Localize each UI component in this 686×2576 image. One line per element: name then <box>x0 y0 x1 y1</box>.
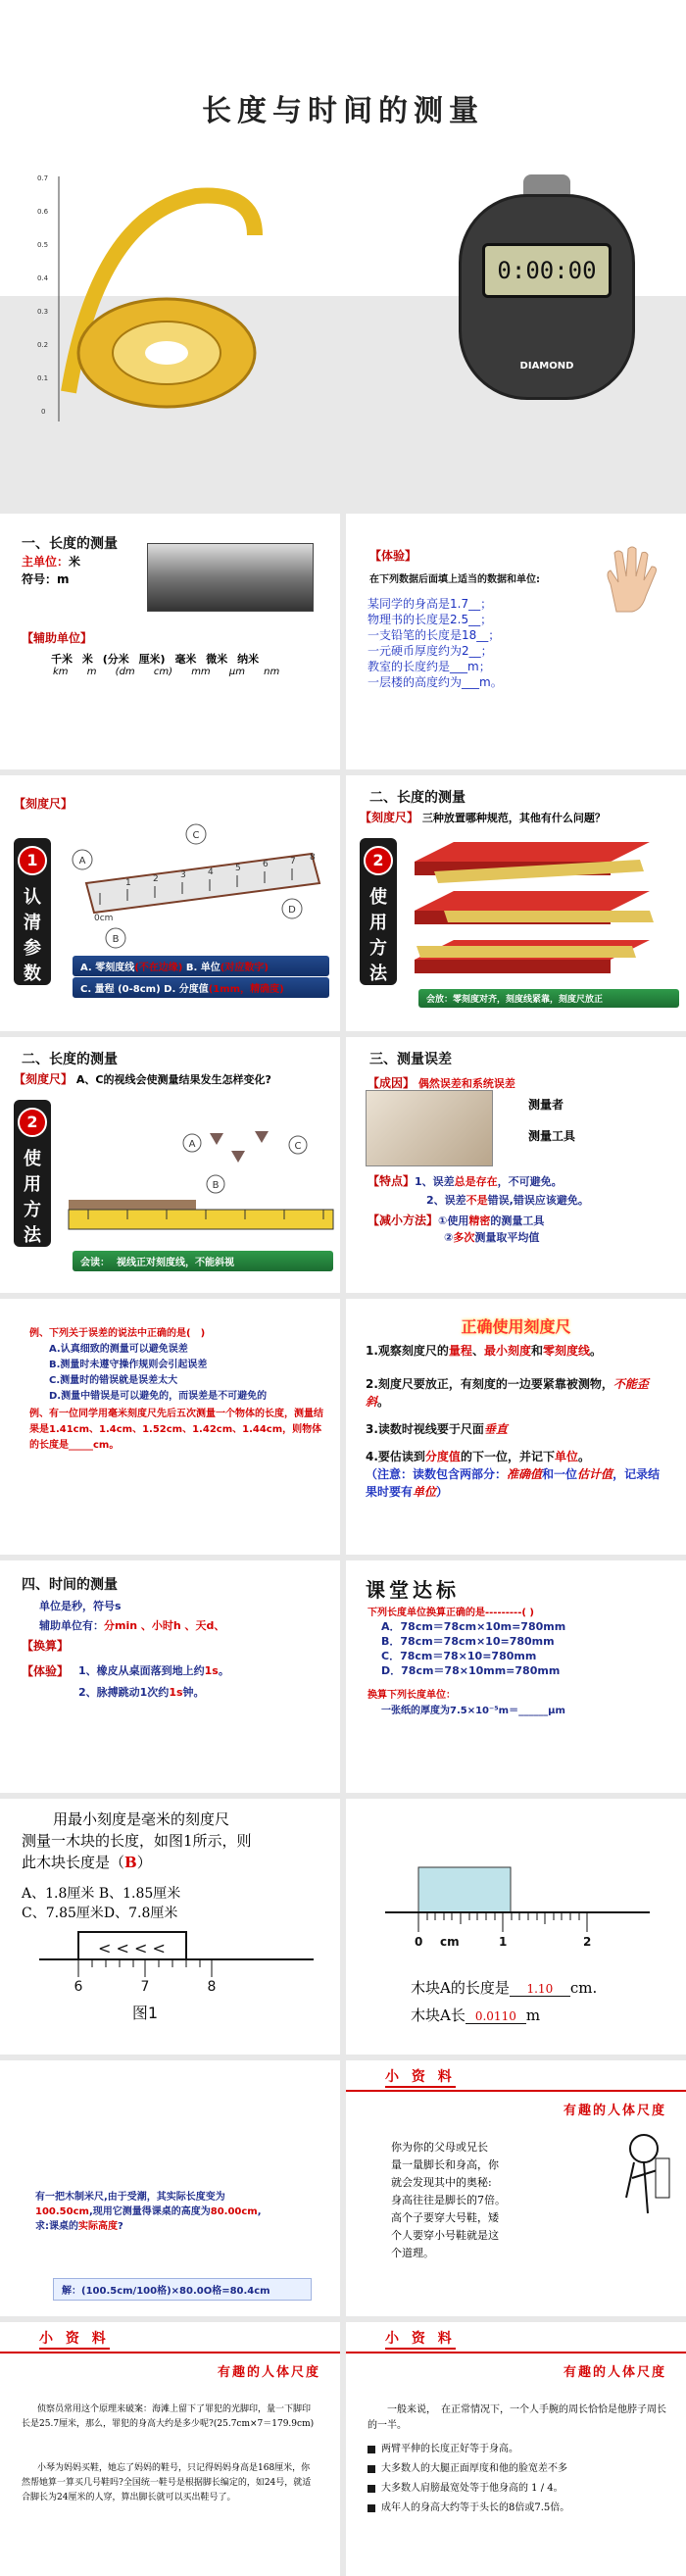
ruler-tick-3: 0.4 <box>37 274 49 282</box>
ruler-tag: 【刻度尺】 <box>14 1072 74 1086</box>
slide-block-length <box>0 1799 340 2055</box>
abbr-dm: (dm <box>115 667 135 677</box>
svg-text:< < < <: < < < < <box>98 1939 166 1957</box>
tool-measurer: 测量者 <box>528 1098 564 1112</box>
problem-line-3: 求:课桌的实际高度? <box>35 2221 123 2232</box>
figure-1 <box>39 1926 314 2024</box>
section-header: 二、长度的测量 <box>369 790 466 806</box>
tick-2: 2 <box>583 1935 592 1949</box>
tick-label: 3 <box>180 870 186 880</box>
callout-b: B <box>112 934 120 945</box>
tool-instrument: 测量工具 <box>528 1129 576 1143</box>
method-tag: 【减小方法】 <box>368 1214 439 1227</box>
abbr-m: m <box>86 667 97 677</box>
info-subtitle: 有趣的人体尺度 <box>563 2104 666 2118</box>
side-char: 使 <box>369 887 387 908</box>
ruler-tick-0: 0.7 <box>37 174 49 182</box>
sight-line-diagram <box>69 1094 333 1241</box>
info-badge: 小 资 料 <box>39 2328 110 2350</box>
slide-class-check <box>346 1560 686 1793</box>
slide-ruler-params <box>0 775 340 1031</box>
cause-text: 偶然误差和系统误差 <box>417 1077 515 1090</box>
time-example-2: 2、脉搏跳动1次约1s钟。 <box>78 1686 205 1699</box>
class-question-1: 下列长度单位换算正确的是---------( ) <box>368 1608 534 1618</box>
block-length-cm: 木块A的长度是 1.10 cm. <box>411 1979 598 1997</box>
side-char: 使 <box>24 1149 41 1169</box>
info-subtitle: 有趣的人体尺度 <box>563 2365 666 2380</box>
option: B．78cm＝78cm×10=780mm <box>381 1635 555 1648</box>
ruler-tick-7: 0 <box>41 408 46 416</box>
main-unit-label: 主单位： <box>22 555 70 569</box>
param-bar-2: C. 量程 (0-8cm) D. 分度值(1mm，精确度) <box>73 977 329 998</box>
options-cd: C、7.85厘米D、7.8厘米 <box>22 1906 178 1921</box>
problem-line-1: 有一把木制米尺,由于受潮，其实际长度变为 <box>35 2192 225 2203</box>
tick-label: 0cm <box>94 914 114 923</box>
side-bar <box>14 1100 51 1247</box>
point-3: 3.读数时视线要于尺面垂直 <box>366 1422 508 1436</box>
experience-tag: 【体验】 <box>22 1664 70 1678</box>
experience-prompt: 在下列数据后面填上适当的数据和单位: <box>369 574 540 585</box>
measuring-photo <box>366 1090 493 1166</box>
param-bar-1: A. 零刻度线(不在边缘) B. 单位(对应数字) <box>73 956 329 976</box>
tick-label: 1 <box>125 878 131 888</box>
main-unit: 米 <box>69 555 81 569</box>
side-char: 方 <box>24 1200 41 1220</box>
unit-km: 千米 <box>51 653 73 666</box>
info-line: 就会发现其中的奥秘: <box>391 2176 492 2189</box>
option: C.测量时的错误就是误差太大 <box>49 1375 178 1386</box>
solution: 解：(100.5cm/100格)×80.0O格=80.4cm <box>53 2278 312 2301</box>
abbr-cm: cm) <box>153 667 172 677</box>
info-paragraph-2: 小琴为妈妈买鞋，她忘了妈妈的鞋号，只记得妈妈身高是168厘米，你然帮她算一算买几号鞋吗?全国统一鞋号是根据脚长编定的，如24号，就适合脚长为24厘米的人穿，算出脚长就可以买出鞋号了。 <box>22 2463 312 2502</box>
tick-1: 1 <box>499 1935 508 1949</box>
callout-c: C <box>192 830 200 841</box>
question: 三种放置哪种规范，其他有什么问题？ <box>421 812 606 824</box>
slide-ruler-usage <box>346 775 686 1031</box>
class-check-title: 课堂达标 <box>366 1578 460 1602</box>
side-char: 法 <box>369 964 387 984</box>
point-1: 1.观察刻度尺的量程、最小刻度和零刻度线。 <box>366 1344 603 1358</box>
tick-label: 7 <box>290 857 296 867</box>
option: A.认真细致的测量可以避免误差 <box>49 1344 188 1355</box>
info-line: 你为你的父母或兄长 <box>391 2141 488 2154</box>
stopwatch-brand: DIAMOND <box>519 361 574 372</box>
time-example-1: 1、橡皮从桌面落到地上约1s。 <box>78 1664 229 1677</box>
problem-line-2: 100.50cm,现用它测量得课桌的高度为80.00cm, <box>35 2206 262 2217</box>
ruler-diagram <box>67 815 331 952</box>
side-char: 参 <box>24 938 41 959</box>
side-char: 用 <box>369 913 387 933</box>
info-badge: 小 资 料 <box>385 2066 456 2088</box>
info-line: 个人要穿小号鞋就是这 <box>391 2229 499 2242</box>
ruler-tick-2: 0.5 <box>37 241 49 249</box>
tick-label: 6 <box>263 860 269 869</box>
slide-wet-ruler <box>0 2060 340 2316</box>
feature-2: 2、误差不是错误,错误应该避免。 <box>426 1194 589 1207</box>
slide-body-scale-1 <box>346 2060 686 2316</box>
stopwatch-image <box>459 174 635 400</box>
option: D.测量中错误是可以避免的，而误差是不可避免的 <box>49 1391 268 1402</box>
callout-a: A <box>78 856 86 867</box>
hand-icon <box>597 545 662 614</box>
tick-label: 4 <box>208 867 214 877</box>
section-header: 四、时间的测量 <box>22 1577 118 1593</box>
options-ab: A、1.8厘米 B、1.85厘米 <box>22 1886 181 1902</box>
side-char: 用 <box>24 1174 41 1195</box>
aux-units-label: 【辅助单位】 <box>22 631 93 645</box>
symbol: m <box>57 572 70 586</box>
slide-title <box>0 0 686 416</box>
tick-7: 7 <box>140 1979 150 1995</box>
info-line: 量一量脚长和身高，你 <box>391 2158 499 2171</box>
ruler-tick-4: 0.3 <box>37 308 49 316</box>
side-char: 方 <box>369 938 387 959</box>
slide-length-units <box>0 514 340 769</box>
step-number: 2 <box>18 1108 47 1137</box>
correct-usage-title: 正确使用刻度尺 <box>461 1317 571 1336</box>
unit-m: 米 <box>81 653 93 666</box>
abbr-km: km <box>53 667 69 677</box>
class-question-2: 换算下列长度单位： <box>368 1690 456 1701</box>
example-2: 例、有一位同学用毫米刻度尺先后五次测量一个物体的长度，测量结果是1.41cm、1.4cm、1.52cm、1.42cm、1.44cm，则物体的长度是_____cm。 <box>29 1409 323 1451</box>
slide-body-scale-2 <box>0 2322 340 2576</box>
slide-body-scale-3 <box>346 2322 686 2576</box>
tick-6: 6 <box>74 1979 83 1995</box>
ruler-photo <box>147 543 314 612</box>
option: A．78cm＝78cm×10m=780mm <box>381 1620 566 1633</box>
label-b: B <box>212 1180 220 1191</box>
aux-time-units: 辅助单位有：分min 、小时h 、天d、 <box>39 1619 225 1632</box>
info-bullet: 大多数人的大腿正面厚度和他的脸宽差不多 <box>368 2459 681 2479</box>
cartoon-figure-icon <box>605 2129 673 2217</box>
stopwatch-display: 0:00:00 <box>482 243 612 298</box>
unit-um: 微米 <box>206 653 228 666</box>
ruler-tick-6: 0.1 <box>37 374 49 382</box>
feature-tag: 【特点】 <box>368 1174 416 1188</box>
option: B.测量时未遵守操作规则会引起误差 <box>49 1360 208 1370</box>
ruler-tag: 【刻度尺】 <box>14 797 74 811</box>
usage-bar: 会放：零刻度对齐，刻度线紧靠，刻度尺放正 <box>418 989 679 1008</box>
step-number: 2 <box>364 846 393 875</box>
question-line-1: 用最小刻度是毫米的刻度尺 <box>53 1810 230 1828</box>
figure-caption: 图1 <box>131 2004 159 2022</box>
info-intro: 一般来说， 在正常情况下，一个人手腕的周长恰恰是他脖子周长的一半。 <box>368 2404 666 2431</box>
ruler-placement-diagram <box>415 832 679 979</box>
example-question: 例、下列关于误差的说法中正确的是( ) <box>29 1328 206 1339</box>
info-subtitle: 有趣的人体尺度 <box>217 2365 320 2380</box>
info-line: 高个子要穿大号鞋，矮 <box>391 2211 499 2224</box>
point-2: 2.刻度尺要放正，有刻度的一边要紧靠被测物，不能歪斜。 <box>366 1377 649 1409</box>
unit-dm: (分米 <box>102 653 129 666</box>
tick-label: 5 <box>235 864 241 873</box>
side-char: 数 <box>24 964 41 984</box>
tick-label: 8 <box>310 853 316 863</box>
abbr-mm: mm <box>191 667 211 677</box>
section-header: 一、长度的测量 <box>22 536 118 552</box>
experience-item: 一层楼的高度约为___m。 <box>368 675 503 689</box>
experience-item: 某同学的身高是1.7__； <box>368 597 493 611</box>
info-line: 个道理。 <box>391 2247 434 2259</box>
unit-mm: 毫米 <box>174 653 197 666</box>
abbr-nm: nm <box>264 667 280 677</box>
ruler-tick-5: 0.2 <box>37 341 49 349</box>
tick-unit: cm <box>440 1935 460 1949</box>
tick-8: 8 <box>207 1979 217 1995</box>
convert-tag: 【换算】 <box>22 1639 70 1653</box>
experience-item: 教室的长度约是___m； <box>368 660 491 673</box>
slide-time <box>0 1560 340 1793</box>
info-line: 身高往往是脚长的7倍。 <box>391 2194 506 2206</box>
option: C．78cm＝78×10=780mm <box>381 1650 537 1662</box>
unit-cm: 厘米) <box>138 653 166 666</box>
section-header: 二、长度的测量 <box>22 1052 118 1067</box>
ruler-tag: 【刻度尺】 <box>360 811 419 824</box>
callout-d: D <box>288 905 296 916</box>
slide-block-a <box>346 1799 686 2055</box>
ruler-tick-1: 0.6 <box>37 208 49 216</box>
label-c: C <box>294 1141 302 1152</box>
info-bullet: 成年人的身高大约等于头长的8倍或7.5倍。 <box>368 2499 681 2518</box>
side-bar <box>14 838 51 985</box>
question-line-3: 此木块长度是（B） <box>22 1854 152 1871</box>
side-char: 法 <box>24 1225 41 1246</box>
question: A、C的视线会使测量结果发生怎样变化? <box>75 1073 271 1086</box>
experience-item: 物理书的长度是2.5__； <box>368 613 493 626</box>
side-bar <box>360 838 397 985</box>
info-badge: 小 资 料 <box>385 2328 456 2350</box>
option: D．78cm＝78×10mm=780mm <box>381 1664 561 1677</box>
reading-bar: 会读： 视线正对刻度线，不能斜视 <box>73 1251 333 1271</box>
block-length-m: 木块A长 0.0110 m <box>411 2006 541 2024</box>
info-bullet: 两臂平伸的长度正好等于身高。 <box>368 2440 681 2459</box>
info-bullet: 大多数人肩膀最宽处等于他身高的 1 / 4。 <box>368 2479 681 2499</box>
symbol-label: 符号： <box>22 572 58 586</box>
side-char: 认 <box>24 887 41 908</box>
slide-errors: 三、测量误差 【成因】 偶然误差和系统误差 测量者 测量工具 【特点】1、误差总是存在，不可避免。 2、误差不是错误,错误应该避免。 【减小方法】①使用精密的测量工具 ②多次测量取平均值 <box>346 1037 686 1293</box>
unit-nm: 纳米 <box>237 653 260 666</box>
cause-tag: 【成因】 <box>368 1076 416 1090</box>
label-a: A <box>188 1139 196 1150</box>
experience-item: 一元硬币厚度约为2__； <box>368 644 493 658</box>
step-number: 1 <box>18 846 47 875</box>
question-line-2: 测量一木块的长度，如图1所示，则 <box>22 1832 252 1850</box>
slide-correct-usage <box>346 1299 686 1555</box>
block-a-diagram <box>385 1867 650 1956</box>
tick-0: 0 <box>415 1935 423 1949</box>
method-2: ②多次测量取平均值 <box>444 1231 540 1244</box>
main-title: 长度与时间的测量 <box>202 94 484 128</box>
point-4: 4.要估读到分度值的下一位，并记下单位。 （注意：读数包含两部分：准确值和一位估计值，记录结果时要有单位） <box>366 1450 661 1499</box>
section-header: 三、测量误差 <box>369 1052 452 1067</box>
slide-experience <box>346 514 686 769</box>
experience-tag: 【体验】 <box>369 549 417 563</box>
tape-measure-image <box>29 157 274 421</box>
abbr-um: μm <box>228 667 245 677</box>
side-char: 清 <box>24 913 41 933</box>
tick-label: 2 <box>153 874 159 884</box>
slide-error-examples <box>0 1299 340 1555</box>
slide-reading <box>0 1037 340 1293</box>
class-question-2-body: 一张纸的厚度为7.5×10⁻⁵m＝______μm <box>381 1706 565 1716</box>
experience-item: 一支铅笔的长度是18__； <box>368 628 501 642</box>
info-paragraph-1: 侦察员常用这个原理来破案：海滩上留下了罪犯的光脚印，量一下脚印长是25.7厘米，那么，罪犯的身高大约是多少呢?(25.7cm×7＝179.9cm) <box>22 2404 315 2429</box>
time-unit: 单位是秒，符号s <box>39 1600 122 1612</box>
